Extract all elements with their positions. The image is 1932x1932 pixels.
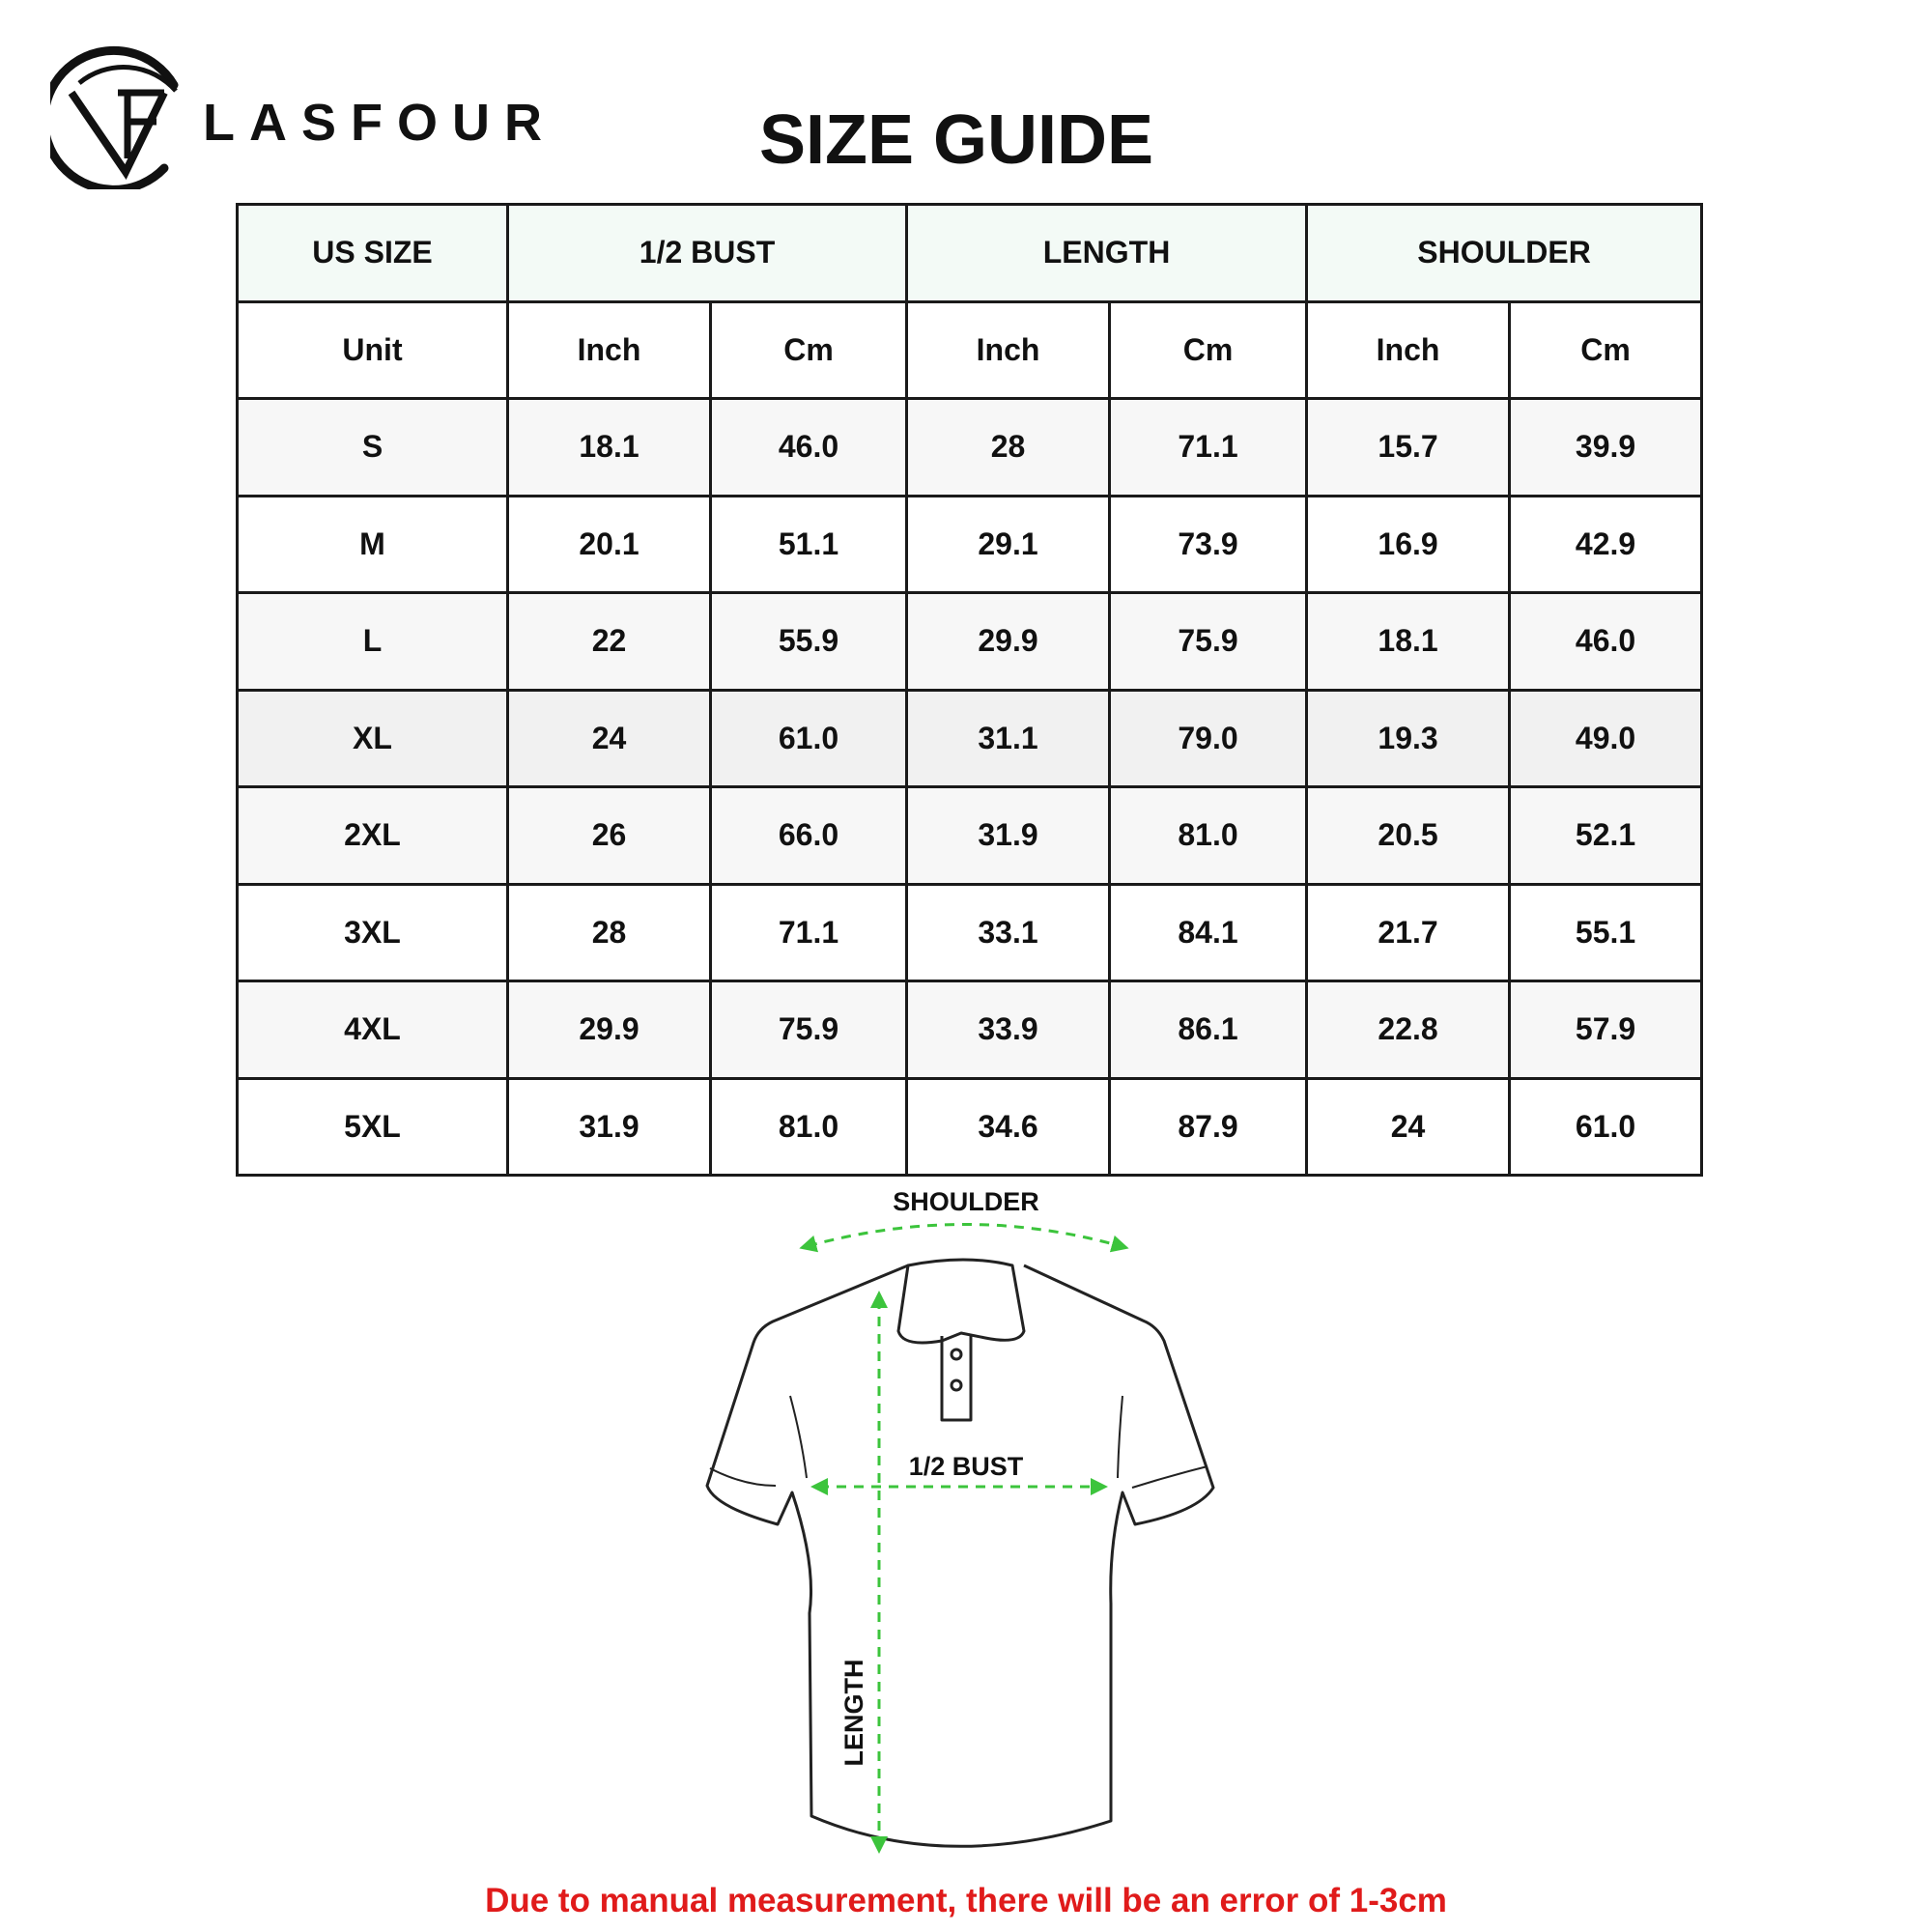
value-cell: 57.9 [1510, 981, 1702, 1079]
value-cell: 49.0 [1510, 690, 1702, 787]
size-cell: XL [238, 690, 508, 787]
value-cell: 61.0 [1510, 1078, 1702, 1176]
value-cell: 24 [508, 690, 711, 787]
size-cell: 5XL [238, 1078, 508, 1176]
value-cell: 33.9 [907, 981, 1110, 1079]
unit-cell: Inch [907, 301, 1110, 399]
value-cell: 75.9 [711, 981, 907, 1079]
value-cell: 46.0 [711, 399, 907, 497]
value-cell: 66.0 [711, 787, 907, 885]
table-row [238, 787, 1702, 885]
value-cell: 86.1 [1110, 981, 1307, 1079]
header-shoulder: SHOULDER [1307, 205, 1702, 302]
page-title: SIZE GUIDE [758, 101, 1154, 179]
value-cell: 31.9 [508, 1078, 711, 1176]
value-cell: 55.9 [711, 593, 907, 691]
size-table [236, 203, 1703, 1177]
table-row [238, 981, 1702, 1079]
shoulder-arrow [808, 1225, 1121, 1247]
value-cell: 29.9 [508, 981, 711, 1079]
polo-shirt-icon [707, 1260, 1213, 1846]
measurement-note: Due to manual measurement, there will be an error of 1-3cm [485, 1882, 1447, 1919]
value-cell: 26 [508, 787, 711, 885]
value-cell: 24 [1307, 1078, 1510, 1176]
unit-cell: Inch [1307, 301, 1510, 399]
value-cell: 28 [508, 884, 711, 981]
value-cell: 21.7 [1307, 884, 1510, 981]
value-cell: 71.1 [1110, 399, 1307, 497]
header-bust: 1/2 BUST [508, 205, 907, 302]
value-cell: 20.1 [508, 496, 711, 593]
unit-label: Unit [238, 301, 508, 399]
unit-cell: Cm [1110, 301, 1307, 399]
brand-name: LASFOUR [203, 94, 556, 152]
value-cell: 51.1 [711, 496, 907, 593]
measurement-diagram [0, 1179, 1932, 1893]
bust-label: 1/2 BUST [908, 1452, 1024, 1481]
size-cell: 4XL [238, 981, 508, 1079]
value-cell: 18.1 [508, 399, 711, 497]
value-cell: 39.9 [1510, 399, 1702, 497]
unit-row [238, 301, 1702, 399]
value-cell: 20.5 [1307, 787, 1510, 885]
value-cell: 46.0 [1510, 593, 1702, 691]
value-cell: 71.1 [711, 884, 907, 981]
value-cell: 42.9 [1510, 496, 1702, 593]
value-cell: 84.1 [1110, 884, 1307, 981]
value-cell: 33.1 [907, 884, 1110, 981]
length-label: LENGTH [839, 1659, 868, 1767]
value-cell: 28 [907, 399, 1110, 497]
value-cell: 22.8 [1307, 981, 1510, 1079]
value-cell: 16.9 [1307, 496, 1510, 593]
value-cell: 34.6 [907, 1078, 1110, 1176]
size-cell: 2XL [238, 787, 508, 885]
table-header-row [238, 205, 1702, 302]
table-row [238, 496, 1702, 593]
value-cell: 81.0 [1110, 787, 1307, 885]
value-cell: 31.9 [907, 787, 1110, 885]
size-cell: 3XL [238, 884, 508, 981]
unit-cell: Inch [508, 301, 711, 399]
unit-cell: Cm [711, 301, 907, 399]
value-cell: 29.9 [907, 593, 1110, 691]
value-cell: 15.7 [1307, 399, 1510, 497]
header-length: LENGTH [907, 205, 1307, 302]
value-cell: 18.1 [1307, 593, 1510, 691]
value-cell: 31.1 [907, 690, 1110, 787]
table-row [238, 399, 1702, 497]
value-cell: 79.0 [1110, 690, 1307, 787]
table-row [238, 690, 1702, 787]
value-cell: 22 [508, 593, 711, 691]
value-cell: 29.1 [907, 496, 1110, 593]
size-cell: L [238, 593, 508, 691]
value-cell: 55.1 [1510, 884, 1702, 981]
table-row [238, 593, 1702, 691]
value-cell: 52.1 [1510, 787, 1702, 885]
value-cell: 73.9 [1110, 496, 1307, 593]
value-cell: 19.3 [1307, 690, 1510, 787]
table-row [238, 884, 1702, 981]
size-cell: S [238, 399, 508, 497]
unit-cell: Cm [1510, 301, 1702, 399]
value-cell: 81.0 [711, 1078, 907, 1176]
size-cell: M [238, 496, 508, 593]
value-cell: 87.9 [1110, 1078, 1307, 1176]
table-row [238, 1078, 1702, 1176]
header-us-size: US SIZE [238, 205, 508, 302]
value-cell: 61.0 [711, 690, 907, 787]
value-cell: 75.9 [1110, 593, 1307, 691]
shoulder-label: SHOULDER [893, 1187, 1039, 1216]
